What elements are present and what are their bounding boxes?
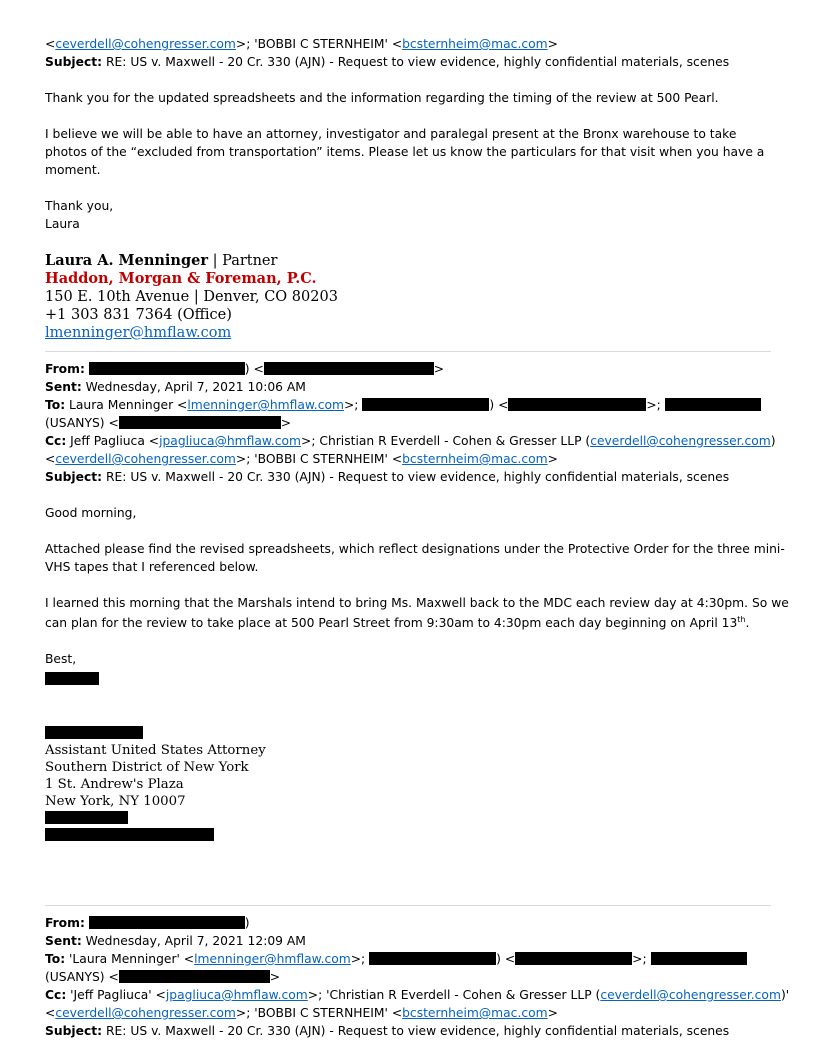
email3-to-line2 (45, 968, 771, 986)
email-link-jpagliuca[interactable]: jpagliuca@hmflaw.com (159, 434, 302, 448)
redaction-box (119, 416, 281, 429)
email2-body-paragraph-2 (45, 594, 789, 632)
text: < (45, 37, 56, 51)
email-link-bcsternheim[interactable]: bcsternheim@mac.com (402, 1006, 548, 1020)
text: (USANYS) < (45, 416, 119, 430)
subject-text: RE: US v. Maxwell - 20 Cr. 330 (AJN) - Request to view evidence, highly confidential materials, scenes (105, 1024, 730, 1038)
text: 'Laura Menninger' < (69, 952, 195, 966)
sig-address: 150 E. 10th Avenue | Denver, CO 80203 (45, 289, 338, 305)
redaction-box (119, 970, 270, 983)
subject-label: Subject: (45, 1024, 103, 1038)
redaction-box (45, 828, 214, 841)
subject-label: Subject: (45, 470, 103, 484)
redacted-name-row (45, 670, 771, 688)
closing-line: Thank you, (45, 199, 114, 213)
text: ) < (496, 952, 516, 966)
email3-from (45, 914, 771, 932)
text: >; (632, 952, 647, 966)
email2-to (45, 396, 771, 414)
text: >; (646, 398, 661, 412)
email3-cc (45, 986, 790, 1004)
email1-body-paragraph-1: Thank you for the updated spreadsheets and the information regarding the timing of the review at 500 Pearl. (45, 91, 719, 105)
text: (USANYS) < (45, 970, 119, 984)
text: > (547, 452, 558, 466)
redaction-box (369, 952, 496, 965)
email-link-ceverdell[interactable]: ceverdell@cohengresser.com (590, 434, 771, 448)
redaction-box (45, 672, 99, 685)
text: >; 'BOBBI C STERNHEIM' < (235, 37, 403, 51)
email2-cc (45, 432, 776, 450)
from-label: From: (45, 362, 85, 376)
text: 'Jeff Pagliuca' < (70, 988, 166, 1002)
sig-title: | Partner (207, 253, 278, 269)
sig-office: Southern District of New York (45, 760, 249, 775)
email-link-ceverdell[interactable]: ceverdell@cohengresser.com (55, 452, 236, 466)
text-line: I learned this morning that the Marshals intend to bring Ms. Maxwell back to the MDC each review day at 4:30pm. So we (45, 596, 789, 610)
text-line: VHS tapes that I referenced below. (45, 560, 259, 574)
sig-firm: Haddon, Morgan & Foreman, P.C. (45, 270, 317, 287)
text: >; Christian R Everdell - Cohen & Gresser LLP ( (301, 434, 591, 448)
redaction-box (665, 398, 761, 411)
text: )' (780, 988, 790, 1002)
text: ) (770, 434, 776, 448)
email2-greeting: Good morning, (45, 506, 137, 520)
email1-subject (45, 53, 771, 71)
text: < (45, 1006, 56, 1020)
cc-label: Cc: (45, 988, 67, 1002)
closing-name: Laura (45, 217, 80, 231)
divider (45, 351, 771, 352)
email-link-lmenninger[interactable]: lmenninger@hmflaw.com (187, 398, 344, 412)
email1-body-paragraph-2: I believe we will be able to have an attorney, investigator and paralegal present at the Bronx warehouse to take photos of the “excluded from transportation” items. Please let us know the particulars for that visit when you have a moment. (45, 127, 765, 177)
email1-signature (45, 252, 771, 342)
sent-label: Sent: (45, 380, 82, 394)
text: >; 'BOBBI C STERNHEIM' < (235, 452, 403, 466)
email1-cc-line2 (45, 35, 771, 53)
email-document (45, 35, 790, 1040)
divider (45, 905, 771, 906)
sent-label: Sent: (45, 934, 82, 948)
from-label: From: (45, 916, 85, 930)
redaction-box (89, 916, 245, 929)
text: ) (244, 916, 250, 930)
sig-name: Laura A. Menninger (45, 252, 208, 269)
email2-closing: Best, (45, 652, 77, 666)
email2-sent (45, 378, 771, 396)
email2-subject (45, 468, 771, 486)
text: < (45, 452, 56, 466)
email-link-ceverdell[interactable]: ceverdell@cohengresser.com (55, 1006, 236, 1020)
redaction-box (508, 398, 646, 411)
superscript: th (737, 614, 746, 624)
cc-label: Cc: (45, 434, 67, 448)
email-link-bcsternheim[interactable]: bcsternheim@mac.com (402, 37, 548, 51)
redaction-box (362, 398, 489, 411)
sent-date: Wednesday, April 7, 2021 10:06 AM (85, 380, 306, 394)
email2-cc-line2 (45, 450, 771, 468)
email2-to-line2 (45, 414, 771, 432)
subject-text: RE: US v. Maxwell - 20 Cr. 330 (AJN) - Request to view evidence, highly confidential materials, scenes (105, 470, 730, 484)
sig-email-link[interactable]: lmenninger@hmflaw.com (45, 325, 232, 341)
to-label: To: (45, 398, 66, 412)
email2-from (45, 360, 771, 378)
redacted-phone-row (45, 810, 771, 827)
text: > (547, 1006, 558, 1020)
sig-title: Assistant United States Attorney (45, 743, 266, 758)
email2-signature (45, 742, 771, 844)
text: >; (343, 398, 359, 412)
text: . (745, 616, 750, 630)
sig-phone: +1 303 831 7364 (Office) (45, 307, 232, 323)
redacted-email-row (45, 827, 771, 844)
text: can plan for the review to take place at 500 Pearl Street from 9:30am to 4:30pm each day beginning on April 13 (45, 616, 738, 630)
text: ) < (489, 398, 509, 412)
text: >; 'BOBBI C STERNHEIM' < (235, 1006, 403, 1020)
email-link-ceverdell[interactable]: ceverdell@cohengresser.com (600, 988, 781, 1002)
text: > (269, 970, 281, 984)
text-line (45, 614, 771, 632)
sig-address-line2: New York, NY 10007 (45, 794, 186, 809)
subject-text: RE: US v. Maxwell - 20 Cr. 330 (AJN) - Request to view evidence, highly confidential materials, scenes (105, 55, 730, 69)
sig-address-line1: 1 St. Andrew's Plaza (45, 777, 184, 792)
to-label: To: (45, 952, 66, 966)
text: >; 'Christian R Everdell - Cohen & Gresser LLP ( (307, 988, 601, 1002)
text: Laura Menninger < (69, 398, 188, 412)
redacted-signer-row (45, 724, 771, 742)
redaction-box (651, 952, 747, 965)
email3-cc-line2 (45, 1004, 771, 1022)
email-link-ceverdell[interactable]: ceverdell@cohengresser.com (55, 37, 236, 51)
text: > (433, 362, 445, 376)
redaction-box (45, 811, 128, 824)
text: > (280, 416, 292, 430)
sent-date: Wednesday, April 7, 2021 12:09 AM (85, 934, 306, 948)
text-line: Attached please find the revised spreadsheets, which reflect designations under the Protective Order for the three mini- (45, 542, 785, 556)
email3-to (45, 950, 771, 968)
text: >; (350, 952, 366, 966)
email2-body-paragraph-1 (45, 540, 785, 576)
redaction-box (89, 362, 245, 375)
email1-closing (45, 197, 771, 233)
email-link-lmenninger[interactable]: lmenninger@hmflaw.com (194, 952, 351, 966)
text: Jeff Pagliuca < (70, 434, 160, 448)
redaction-box (264, 362, 434, 375)
email-link-bcsternheim[interactable]: bcsternheim@mac.com (402, 452, 548, 466)
email3-sent (45, 932, 771, 950)
email3-subject (45, 1022, 771, 1040)
text: > (547, 37, 558, 51)
redaction-box (515, 952, 632, 965)
redaction-box (45, 726, 143, 739)
text: ) < (244, 362, 264, 376)
subject-label: Subject: (45, 55, 103, 69)
email-link-jpagliuca[interactable]: jpagliuca@hmflaw.com (165, 988, 308, 1002)
